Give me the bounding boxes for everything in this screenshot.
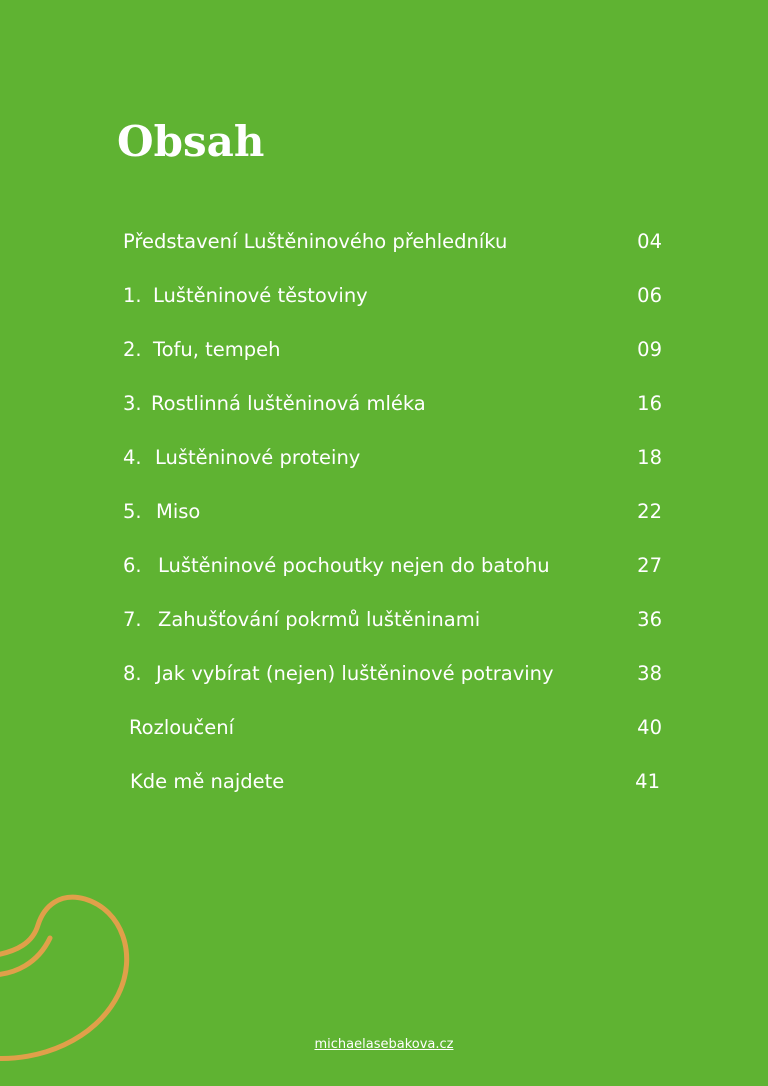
toc-page-number: 22 xyxy=(637,500,662,523)
toc-label: Zahušťování pokrmů luštěninami xyxy=(158,608,481,631)
toc-label: Miso xyxy=(156,500,201,523)
toc-page-number: 27 xyxy=(637,554,662,577)
toc-row-6[interactable] xyxy=(0,539,768,593)
toc-page-number: 06 xyxy=(637,284,662,307)
toc-row-8[interactable] xyxy=(0,647,768,701)
toc-number: 4. xyxy=(123,446,142,469)
toc-number: 1. xyxy=(123,284,142,307)
toc-row-7[interactable] xyxy=(0,593,768,647)
toc-label: Kde mě najdete xyxy=(130,770,285,793)
toc-row-contact[interactable] xyxy=(0,755,768,809)
toc-number: 7. xyxy=(123,608,142,631)
toc-number: 2. xyxy=(123,338,142,361)
toc-page-number: 18 xyxy=(637,446,662,469)
page-title: Obsah xyxy=(117,117,265,166)
toc-row-farewell[interactable] xyxy=(0,701,768,755)
toc-number: 6. xyxy=(123,554,142,577)
toc-page-number: 16 xyxy=(637,392,662,415)
toc-row-3[interactable] xyxy=(0,377,768,431)
toc-label: Luštěninové proteiny xyxy=(155,446,361,469)
toc-number: 3. xyxy=(123,392,142,415)
toc-label: Představení Luštěninového přehledníku xyxy=(123,230,508,253)
toc-page-number: 09 xyxy=(637,338,662,361)
toc-label: Jak vybírat (nejen) luštěninové potraviny xyxy=(156,662,554,685)
toc-row-5[interactable] xyxy=(0,485,768,539)
toc-number: 8. xyxy=(123,662,142,685)
toc-row-intro[interactable] xyxy=(0,215,768,269)
toc-page-number: 04 xyxy=(637,230,662,253)
bean-outline xyxy=(0,897,127,1058)
toc-number: 5. xyxy=(123,500,142,523)
toc-page-number: 41 xyxy=(635,770,660,793)
toc-row-2[interactable] xyxy=(0,323,768,377)
toc-label: Rozloučení xyxy=(129,716,235,739)
toc-row-1[interactable] xyxy=(0,269,768,323)
toc-row-4[interactable] xyxy=(0,431,768,485)
toc-label: Luštěninové pochoutky nejen do batohu xyxy=(158,554,550,577)
toc-page-number: 38 xyxy=(637,662,662,685)
toc-label: Luštěninové těstoviny xyxy=(153,284,368,307)
toc-label: Rostlinná luštěninová mléka xyxy=(151,392,426,415)
toc-page-number: 40 xyxy=(637,716,662,739)
toc-label: Tofu, tempeh xyxy=(153,338,281,361)
table-of-contents xyxy=(0,215,768,809)
toc-page-number: 36 xyxy=(637,608,662,631)
website-link[interactable]: michaelasebakova.cz xyxy=(314,1037,454,1052)
